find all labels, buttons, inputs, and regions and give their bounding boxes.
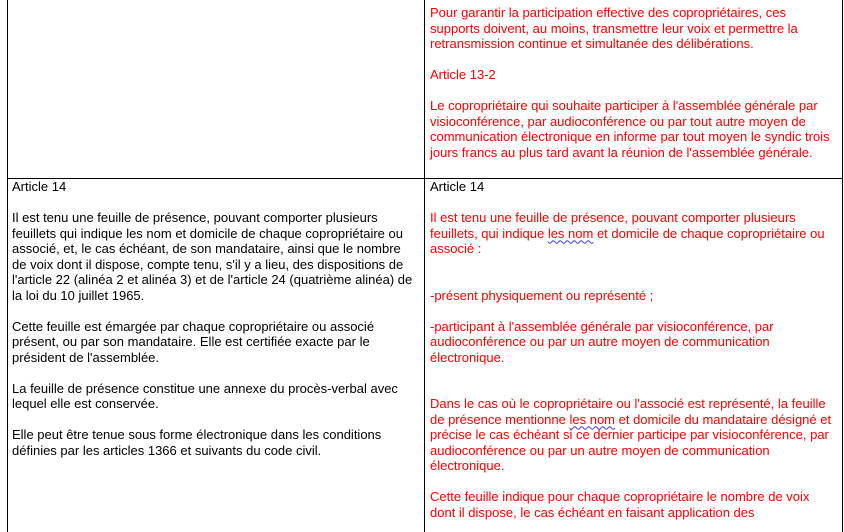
- list-item: -participant à l'assemblée générale par visioconférence, par audioconférence ou par un autre moyen de communication électronique.: [430, 318, 774, 365]
- article-heading: Article 14: [430, 179, 485, 194]
- cell-bottom-left: [12, 179, 418, 458]
- table-right-border: [842, 0, 843, 532]
- cell-bottom-right: [430, 179, 838, 520]
- article-heading: Article 13-2: [430, 67, 496, 82]
- cell-top-right: [430, 5, 838, 160]
- spellcheck-underlined-text: les nom: [569, 411, 616, 427]
- paragraph: La feuille de présence constitue une annexe du procès-verbal avec lequel elle est conservée.: [12, 380, 398, 411]
- paragraph: Cette feuille est émargée par chaque copropriétaire ou associé présent, ou par son mandataire. Elle est certifiée exacte par le président de l'assemblée.: [12, 318, 375, 365]
- paragraph: Pour garantir la participation effective des copropriétaires, ces supports doivent, au moins, transmettre leur voix et permettre la retransmission continue et simultanée des délibérations.: [430, 5, 798, 51]
- paragraph: [430, 210, 838, 257]
- text-run: et domicile de chaque copropriétaire ou associé :: [430, 225, 825, 256]
- paragraph: Cette feuille indique pour chaque copropriétaire le nombre de voix dont il dispose, le cas échéant en faisant application des: [430, 489, 810, 520]
- table-column-divider: [424, 0, 425, 532]
- paragraph: Le copropriétaire qui souhaite participer à l'assemblée générale par visioconférence, par audioconférence ou par tout autre moyen de communication électronique en informe par tout moyen le syndic trois jours francs au plus tard avant la réunion de l'assemblée générale.: [430, 98, 830, 160]
- paragraph: Elle peut être tenue sous forme électronique dans les conditions définies par les articles 1366 et suivants du code civil.: [12, 427, 382, 458]
- paragraph: [430, 396, 838, 474]
- article-heading: Article 14: [12, 179, 67, 194]
- paragraph: Il est tenu une feuille de présence, pouvant comporter plusieurs feuillets qui indique les nom et domicile de chaque copropriétaire ou associé, et, le cas échéant, de son mandataire, ainsi que le nombre de voix dont il dispose, compte tenu, s'il y a lieu, des dispositions de l'article 22 (alinéa 2 et alinéa 3) et de l'article 24 (quatrième alinéa) de la loi du 10 juillet 1965.: [12, 210, 413, 303]
- text-run: Dans le cas où le copropriétaire ou l'associé est représenté, la feuille de présence mentionne: [430, 396, 826, 427]
- text-run: Il est tenu une feuille de présence, pouvant comporter plusieurs feuillets, qui indique: [430, 210, 796, 241]
- cell-top-left-empty: [8, 0, 424, 178]
- text-run: et domicile du mandataire désigné et précise le cas échéant si ce dernier participe par visioconférence, par audioconférence ou par un autre moyen de communication électronique.: [430, 411, 832, 473]
- spellcheck-underlined-text: les nom: [547, 225, 594, 241]
- list-item: -présent physiquement ou représenté ;: [430, 287, 654, 303]
- comparison-table: [7, 0, 844, 532]
